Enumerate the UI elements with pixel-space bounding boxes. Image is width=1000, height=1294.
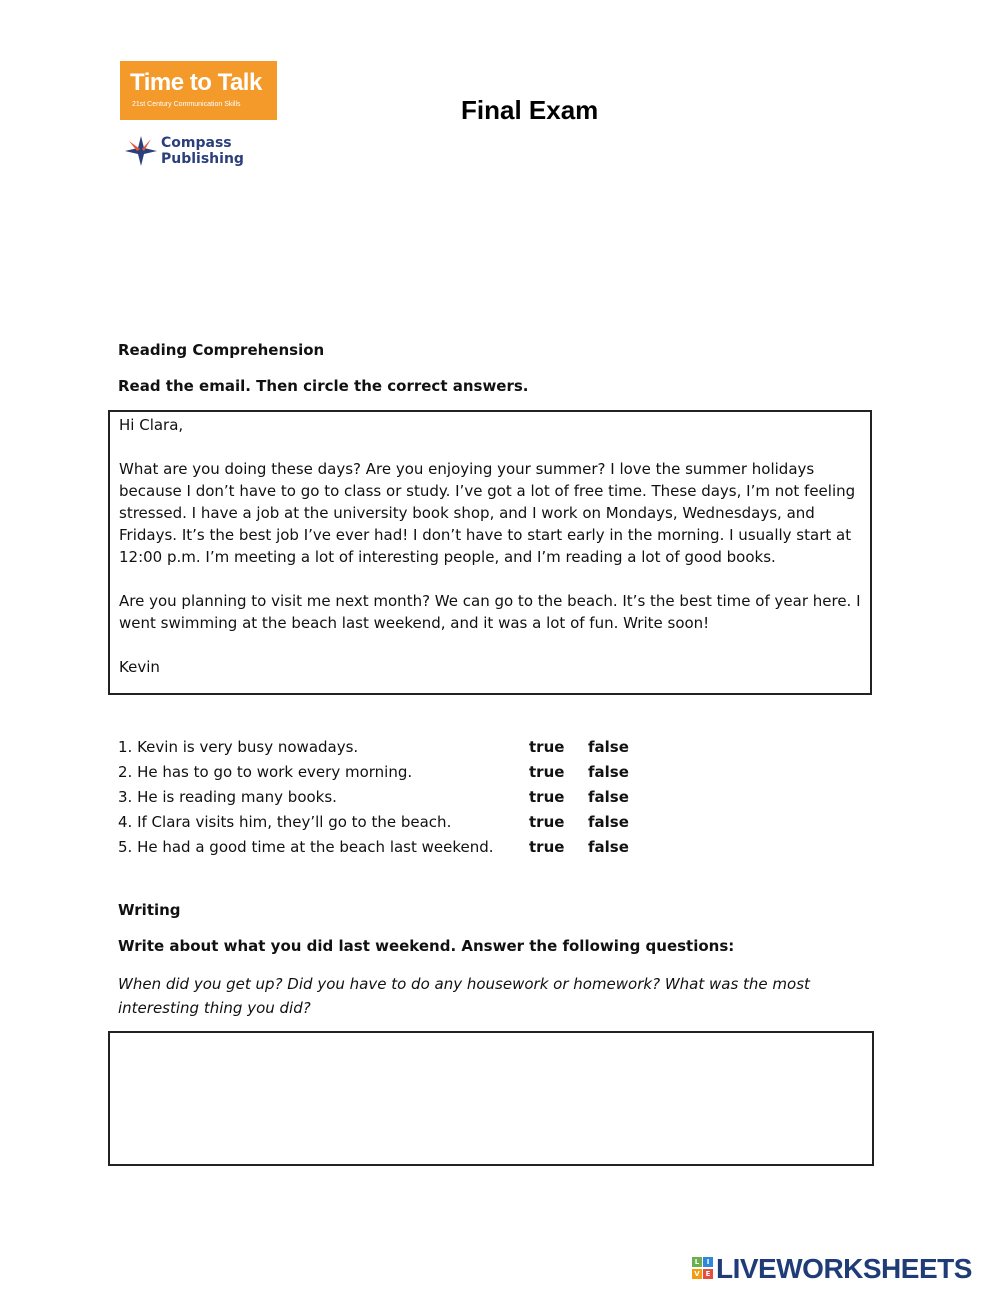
false-option[interactable]: false	[588, 738, 629, 756]
writing-answer-input[interactable]	[110, 1033, 872, 1164]
brand-icon-tile: E	[703, 1269, 713, 1279]
question-text: 3. He is reading many books.	[118, 788, 337, 806]
question-text: 5. He had a good time at the beach last weekend.	[118, 838, 494, 856]
email-greeting: Hi Clara,	[119, 416, 184, 434]
logo-tagline: 21st Century Communication Skills	[132, 101, 241, 108]
compass-star-icon	[123, 133, 159, 169]
writing-heading: Writing	[118, 901, 181, 919]
publisher-line-2: Publishing	[161, 151, 244, 167]
time-to-talk-logo	[120, 61, 277, 120]
liveworksheets-icon	[692, 1257, 714, 1281]
email-box	[108, 410, 872, 695]
question-row-3	[118, 786, 678, 811]
true-option[interactable]: true	[529, 738, 565, 756]
compass-publishing-logo	[123, 133, 253, 169]
false-option[interactable]: false	[588, 763, 629, 781]
writing-answer-box[interactable]	[108, 1031, 874, 1166]
false-option[interactable]: false	[588, 838, 629, 856]
true-option[interactable]: true	[529, 763, 565, 781]
email-paragraph-2: Are you planning to visit me next month? We can go to the beach. It’s the best time of year here. I went swimming at the beach last weekend, and it was a lot of fun. Write soon!	[119, 592, 861, 632]
question-text: 4. If Clara visits him, they’ll go to the beach.	[118, 813, 452, 831]
publisher-line-1: Compass	[161, 135, 232, 151]
false-option[interactable]: false	[588, 788, 629, 806]
false-option[interactable]: false	[588, 813, 629, 831]
reading-heading: Reading Comprehension	[118, 341, 325, 359]
reading-instruction: Read the email. Then circle the correct answers.	[118, 377, 529, 395]
true-option[interactable]: true	[529, 813, 565, 831]
brand-icon-tile: L	[692, 1257, 702, 1267]
page-title: Final Exam	[461, 95, 599, 125]
question-text: 1. Kevin is very busy nowadays.	[118, 738, 359, 756]
question-row-5	[118, 836, 678, 861]
writing-instruction: Write about what you did last weekend. Answer the following questions:	[118, 937, 735, 955]
brand-icon-tile: I	[703, 1257, 713, 1267]
email-paragraph-1: What are you doing these days? Are you enjoying your summer? I love the summer holidays because I don’t have to go to class or study. I’ve got a lot of free time. These days, I’m not feeling stressed. I have a job at the university book shop, and I work on Mondays, Wednesdays, and Fridays. It’s the best job I’ve ever had! I don’t have to start early in the morning. I usually start at 12:00 p.m. I’m meeting a lot of interesting people, and I’m reading a lot of good books.	[119, 460, 856, 566]
question-row-1	[118, 736, 678, 761]
writing-prompt: When did you get up? Did you have to do any housework or homework? What was the most interesting thing you did?	[118, 975, 810, 1017]
brand-wordmark: LIVEWORKSHEETS	[716, 1253, 972, 1284]
logo-title: Time to Talk	[130, 69, 262, 96]
question-row-2	[118, 761, 678, 786]
email-signature: Kevin	[119, 658, 160, 676]
question-row-4	[118, 811, 678, 836]
question-text: 2. He has to go to work every morning.	[118, 763, 413, 781]
brand-icon-tile: V	[692, 1269, 702, 1279]
true-option[interactable]: true	[529, 838, 565, 856]
true-option[interactable]: true	[529, 788, 565, 806]
